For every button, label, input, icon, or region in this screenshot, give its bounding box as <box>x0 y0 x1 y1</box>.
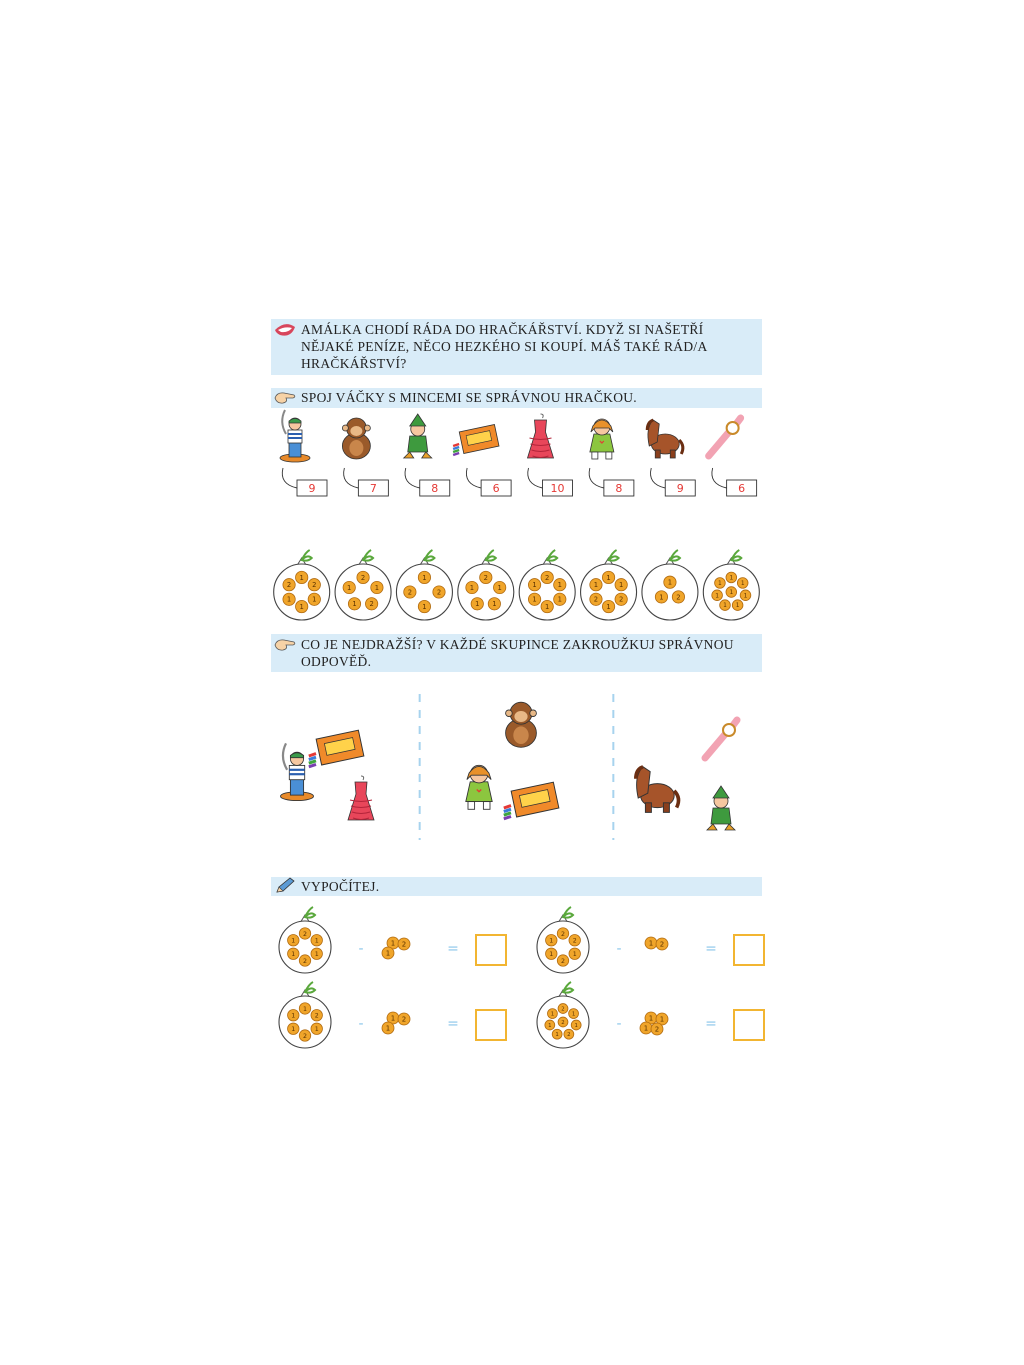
coin-value: 1 <box>549 951 554 959</box>
bags-graphic <box>271 548 762 626</box>
coin-value: 1 <box>550 1011 555 1018</box>
coin-value: 1 <box>497 583 502 592</box>
coin-bag <box>396 550 452 620</box>
tag-string <box>344 468 359 488</box>
coin-value: 1 <box>549 937 554 945</box>
bag-knot <box>563 907 573 918</box>
coin-value: 1 <box>347 583 352 592</box>
coin-value: 2 <box>561 1006 565 1013</box>
coin-value: 1 <box>291 937 296 945</box>
coin-value: 1 <box>291 1026 296 1034</box>
toy-horse <box>647 420 695 496</box>
coin-value: 1 <box>374 583 380 592</box>
coin-value: 1 <box>593 581 599 590</box>
toy-elf <box>707 786 735 830</box>
toy-group <box>466 702 559 819</box>
coin-value: 2 <box>401 940 407 949</box>
price-tag-number: 10 <box>550 482 565 495</box>
bags-row <box>271 548 762 626</box>
coin-value: 1 <box>648 1014 654 1023</box>
coin-bag <box>458 550 514 620</box>
coin-value: 1 <box>314 937 319 945</box>
coin-value: 1 <box>299 603 304 612</box>
coin-value: 2 <box>302 1032 308 1040</box>
coin-value: 1 <box>557 595 562 604</box>
price-tag-number: 8 <box>615 482 623 495</box>
coin-value: 1 <box>740 581 745 588</box>
coin-value: 1 <box>314 951 319 959</box>
coin-value: 2 <box>360 573 366 582</box>
coin-value: 1 <box>390 1014 396 1023</box>
coin-value: 2 <box>407 588 413 597</box>
math-problem <box>537 907 764 973</box>
coin-value: 1 <box>545 603 550 612</box>
coin-value: 1 <box>532 581 537 590</box>
toy-horse <box>636 767 679 813</box>
tag-string <box>651 468 666 488</box>
coin-value: 1 <box>574 1022 578 1029</box>
groups-graphic <box>271 690 762 860</box>
coin-value: 2 <box>483 573 488 582</box>
toy-group <box>636 720 737 830</box>
coin-value: 1 <box>475 600 480 609</box>
coin-value: 2 <box>369 600 374 609</box>
pencil-icon <box>274 877 296 895</box>
tag-string <box>466 468 481 488</box>
toy-crayons <box>504 782 559 819</box>
coin-value: 2 <box>401 1015 407 1024</box>
price-tag-number: 9 <box>308 482 316 495</box>
coin-value: 1 <box>548 1022 552 1029</box>
math-problem <box>279 907 506 973</box>
bag-outline <box>642 564 698 620</box>
toys-row <box>271 412 762 504</box>
coin-value: 1 <box>291 951 296 959</box>
toy-monkey <box>342 418 388 496</box>
answer-box <box>476 935 506 965</box>
coin-bag <box>519 550 575 620</box>
toys-graphic <box>271 412 762 504</box>
mouth-icon <box>274 321 296 339</box>
coin-value: 1 <box>422 573 427 582</box>
tag-string <box>282 468 297 488</box>
coin-value: 2 <box>560 957 566 965</box>
toy-doll <box>589 419 634 496</box>
coin-bag <box>581 550 637 620</box>
coin-value: 1 <box>619 581 624 590</box>
toy-dress <box>348 776 374 820</box>
coin-value: 1 <box>469 583 475 592</box>
coin-bag <box>335 550 391 620</box>
coin-value: 2 <box>302 930 308 938</box>
coin-value: 1 <box>286 595 292 604</box>
math-problem <box>279 982 506 1048</box>
toy-elf <box>404 414 450 496</box>
coin-value: 2 <box>619 595 624 604</box>
coin-value: 2 <box>286 581 292 590</box>
toy-doll <box>466 765 492 809</box>
bag-knot <box>563 982 573 993</box>
toy-watch <box>709 418 757 496</box>
coin-bag <box>279 907 331 973</box>
intro-text: AMÁLKA CHODÍ RÁDA DO HRAČKÁŘSTVÍ. KDYŽ SI NAŠETŘÍ NĚJAKÉ PENÍZE, NĚCO HEZKÉHO SI KOUPÍ. MÁŠ TAKÉ RÁD/A HRAČKÁŘSTVÍ? <box>301 322 707 371</box>
bag-knot <box>363 550 373 561</box>
coin-value: 1 <box>735 603 740 610</box>
coin-value: 1 <box>659 1015 665 1024</box>
task2-banner <box>271 634 762 672</box>
task2-text: CO JE NEJDRAŽŠÍ? V KAŽDÉ SKUPINCE ZAKROUŽKUJ SPRÁVNOU ODPOVĚĎ. <box>301 637 734 669</box>
toy-pirate <box>281 743 314 800</box>
bag-knot <box>670 550 680 561</box>
bag-knot <box>486 550 496 561</box>
groups-area <box>271 690 762 860</box>
bag-knot <box>609 550 619 561</box>
toy-crayons <box>453 424 511 496</box>
coin-value: 2 <box>545 573 550 582</box>
coin-value: 1 <box>715 593 719 600</box>
coin-value: 1 <box>291 1012 296 1020</box>
coin-value: 1 <box>729 575 734 582</box>
tag-string <box>589 468 604 488</box>
task3-banner <box>271 877 762 896</box>
coin-value: 2 <box>567 1032 571 1039</box>
bag-knot <box>547 550 557 561</box>
toy-pirate <box>280 410 327 496</box>
bag-knot <box>302 550 312 561</box>
bag-knot <box>731 550 741 561</box>
minus-sign: - <box>616 941 622 957</box>
coin-value: 1 <box>555 1032 559 1039</box>
coin-bag <box>642 550 698 620</box>
problems-area <box>271 905 762 1055</box>
toy-crayons <box>309 730 364 767</box>
coin-bag <box>274 550 330 620</box>
equals-sign: = <box>447 941 459 957</box>
coin-value: 1 <box>532 595 537 604</box>
pointing-hand-icon <box>274 389 296 407</box>
coin-bag <box>537 982 589 1048</box>
answer-box <box>476 1010 506 1040</box>
bag-knot <box>424 550 434 561</box>
coin-value: 1 <box>385 949 391 958</box>
problems-graphic <box>271 905 762 1055</box>
coin-value: 1 <box>729 590 734 597</box>
coin-value: 2 <box>561 1019 565 1026</box>
coin-value: 1 <box>606 573 611 582</box>
minus-sign: - <box>358 941 364 957</box>
tag-string <box>405 468 420 488</box>
coin-value: 1 <box>390 939 396 948</box>
coin-bag <box>703 550 759 620</box>
coin-value: 1 <box>743 593 748 600</box>
task1-banner <box>271 388 762 408</box>
coin-value: 2 <box>436 588 442 597</box>
price-tag-number: 9 <box>676 482 684 495</box>
coin-value: 2 <box>654 1025 660 1034</box>
price-tag-number: 7 <box>369 482 377 495</box>
intro-banner <box>271 319 762 375</box>
coin-value: 2 <box>659 940 665 949</box>
equals-sign: = <box>705 1016 717 1032</box>
bag-knot <box>305 982 315 993</box>
coin-value: 1 <box>302 1005 308 1013</box>
price-tag-number: 8 <box>431 482 439 495</box>
coin-bag <box>279 982 331 1048</box>
coin-value: 1 <box>643 1024 649 1033</box>
coin-value: 1 <box>571 1011 576 1018</box>
coin-value: 1 <box>667 578 673 587</box>
coin-bag <box>537 907 589 973</box>
toy-group <box>281 730 375 820</box>
coin-value: 2 <box>593 595 599 604</box>
coin-value: 1 <box>659 593 664 602</box>
equals-sign: = <box>705 941 717 957</box>
tag-string <box>528 468 543 488</box>
coin-value: 1 <box>492 600 497 609</box>
coin-value: 1 <box>723 603 727 610</box>
math-problem <box>537 982 764 1048</box>
toy-monkey <box>506 702 537 747</box>
minus-sign: - <box>616 1016 622 1032</box>
coin-value: 2 <box>312 581 317 590</box>
coin-value: 2 <box>572 937 577 945</box>
pointing-hand-icon <box>274 636 296 654</box>
coin-value: 1 <box>352 600 357 609</box>
coin-value: 2 <box>560 930 566 938</box>
equals-sign: = <box>447 1016 459 1032</box>
answer-box <box>734 935 764 965</box>
coin-value: 1 <box>572 951 577 959</box>
coin-value: 1 <box>557 581 562 590</box>
coin-value: 1 <box>385 1024 391 1033</box>
toy-dress <box>528 414 573 496</box>
coin-value: 2 <box>302 957 308 965</box>
toy-watch <box>705 720 737 758</box>
coin-value: 1 <box>648 939 654 948</box>
coin-value: 2 <box>676 593 681 602</box>
coin-value: 1 <box>718 581 722 588</box>
price-tag-number: 6 <box>738 482 746 495</box>
minus-sign: - <box>358 1016 364 1032</box>
bag-knot <box>305 907 315 918</box>
tag-string <box>712 468 727 488</box>
task3-text: VYPOČÍTEJ. <box>301 879 380 894</box>
coin-value: 1 <box>299 573 304 582</box>
coin-value: 1 <box>422 603 427 612</box>
price-tag-number: 6 <box>492 482 500 495</box>
answer-box <box>734 1010 764 1040</box>
coin-value: 1 <box>314 1026 319 1034</box>
coin-value: 2 <box>314 1012 319 1020</box>
coin-value: 1 <box>606 603 611 612</box>
task1-text: SPOJ VÁČKY S MINCEMI SE SPRÁVNOU HRAČKOU. <box>301 390 637 405</box>
coin-value: 1 <box>312 595 317 604</box>
